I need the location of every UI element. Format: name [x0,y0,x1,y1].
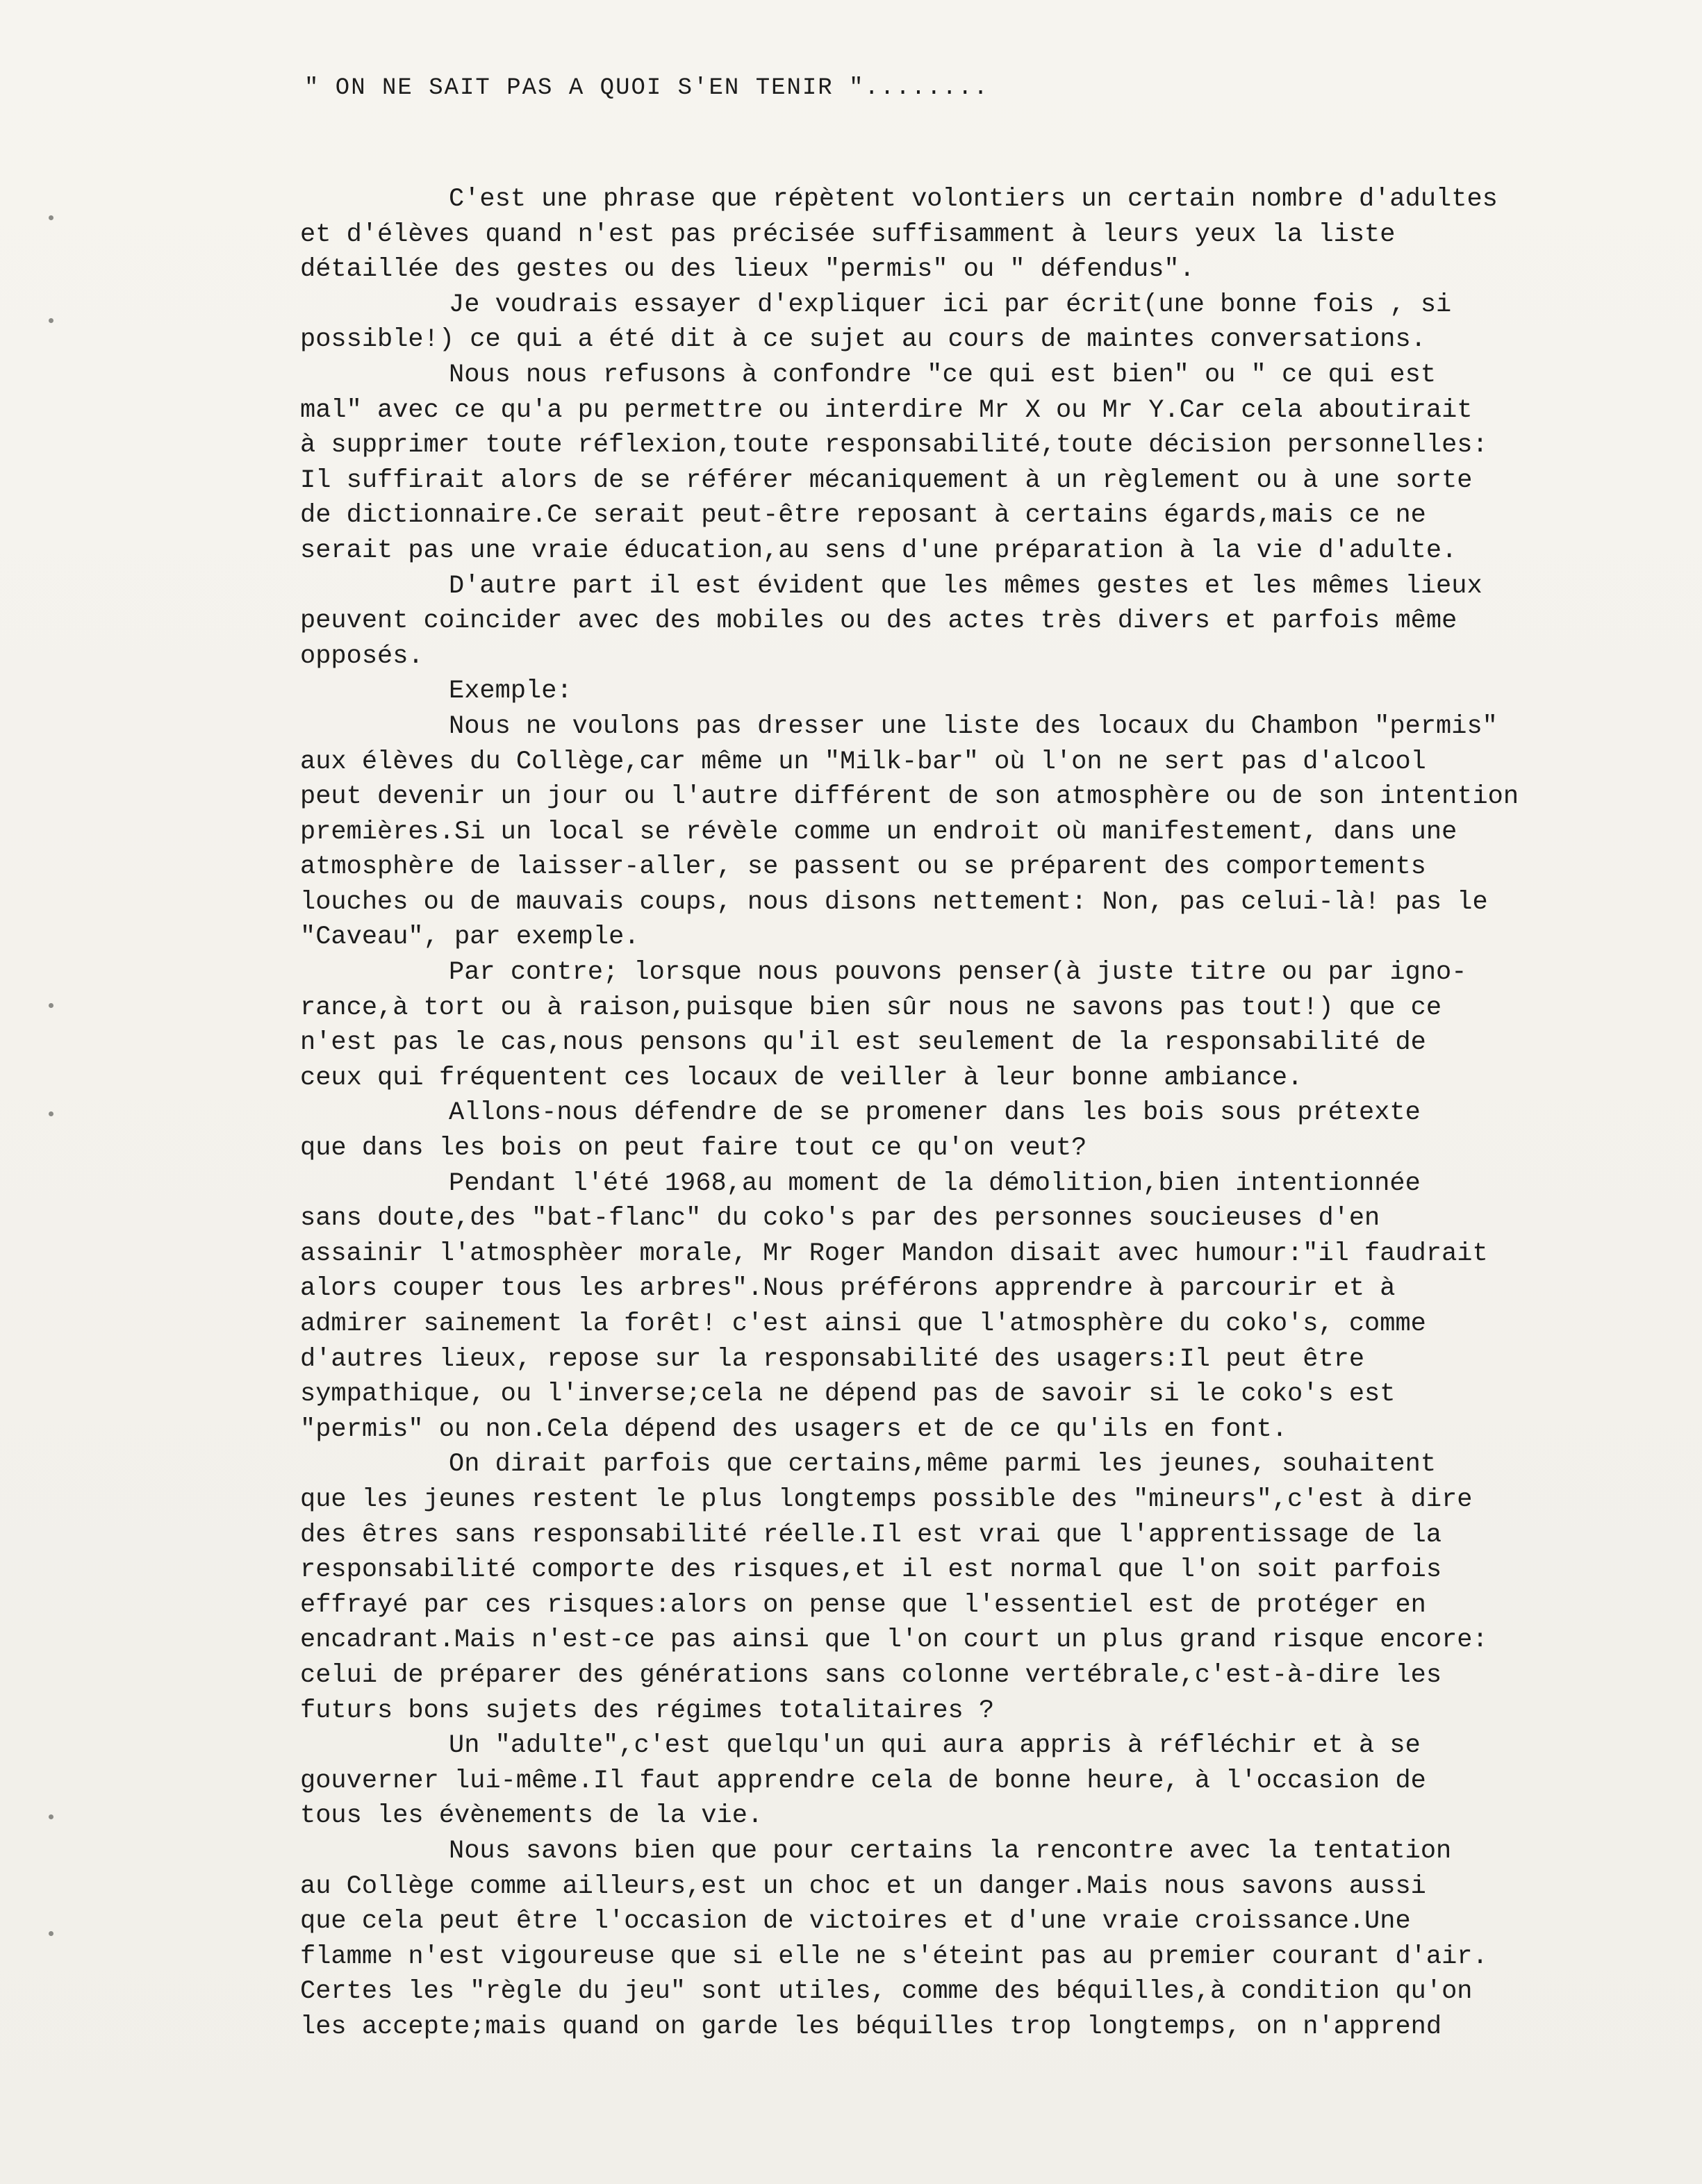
text-line: et d'élèves quand n'est pas précisée suffisamment à leurs yeux la liste [300,220,1396,249]
text-line: Exemple: [449,677,572,706]
text-line: Je voudrais essayer d'expliquer ici par écrit(une bonne fois , si [449,290,1452,320]
text-line: effrayé par ces risques:alors on pense que l'essentiel est de protéger en [300,1590,1426,1620]
text-line: celui de préparer des générations sans colonne vertébrale,c'est-à-dire les [300,1660,1442,1690]
text-line: assainir l'atmosphèer morale, Mr Roger Mandon disait avec humour:"il faudrait [300,1239,1488,1268]
text-line: Nous ne voulons pas dresser une liste des locaux du Chambon "permis" [449,711,1498,741]
text-line: futurs bons sujets des régimes totalitaires ? [300,1696,995,1726]
text-line: détaillée des gestes ou des lieux "permis" ou " défendus". [300,255,1195,285]
text-line: de dictionnaire.Ce serait peut-être reposant à certains égards,mais ce ne [300,501,1426,531]
text-line: premières.Si un local se révèle comme un endroit où manifestement, dans une [300,817,1457,847]
margin-mark [49,318,53,323]
text-line: rance,à tort ou à raison,puisque bien sûr nous ne savons pas tout!) que ce [300,993,1442,1023]
text-line: ceux qui fréquentent ces locaux de veiller à leur bonne ambiance. [300,1063,1303,1093]
text-line: admirer sainement la forêt! c'est ainsi que l'atmosphère du coko's, comme [300,1309,1426,1339]
text-line: encadrant.Mais n'est-ce pas ainsi que l'on court un plus grand risque encore: [300,1625,1488,1655]
margin-mark [49,1814,53,1819]
text-line: tous les évènements de la vie. [300,1801,763,1831]
text-line: Pendant l'été 1968,au moment de la démolition,bien intentionnée [449,1168,1421,1198]
text-line: responsabilité comporte des risques,et il est normal que l'on soit parfois [300,1555,1442,1585]
text-line: Il suffirait alors de se référer mécaniquement à un règlement ou à une sorte [300,465,1473,495]
text-line: possible!) ce qui a été dit à ce sujet au cours de maintes conversations. [300,325,1426,355]
text-line: "Caveau", par exemple. [300,923,640,952]
text-line: Allons-nous défendre de se promener dans les bois sous prétexte [449,1098,1421,1128]
text-line: des êtres sans responsabilité réelle.Il est vrai que l'apprentissage de la [300,1520,1442,1550]
text-line: "permis" ou non.Cela dépend des usagers et de ce qu'ils en font. [300,1414,1288,1444]
text-line: au Collège comme ailleurs,est un choc et un danger.Mais nous savons aussi [300,1871,1426,1901]
text-line: que dans les bois on peut faire tout ce qu'on veut? [300,1134,1087,1164]
text-line: peut devenir un jour ou l'autre différent de son atmosphère ou de son intention [300,782,1519,812]
text-line: aux élèves du Collège,car même un "Milk-bar" où l'on ne sert pas d'alcool [300,747,1426,777]
text-line: sans doute,des "bat-flanc" du coko's par des personnes soucieuses d'en [300,1204,1380,1234]
text-line: d'autres lieux, repose sur la responsabilité des usagers:Il peut être [300,1344,1365,1374]
margin-mark [49,1111,53,1116]
text-line: opposés. [300,641,424,671]
text-line: Par contre; lorsque nous pouvons penser(à juste titre ou par igno- [449,958,1467,988]
document-body [300,182,1620,2044]
text-line: On dirait parfois que certains,même parmi les jeunes, souhaitent [449,1450,1437,1480]
margin-mark [49,215,53,220]
text-line: que cela peut être l'occasion de victoires et d'une vraie croissance.Une [300,1907,1411,1937]
text-line: que les jeunes restent le plus longtemps possible des "mineurs",c'est à dire [300,1484,1473,1514]
document-title: " ON NE SAIT PAS A QUOI S'EN TENIR "........ [304,75,989,101]
text-line: alors couper tous les arbres".Nous préférons apprendre à parcourir et à [300,1274,1396,1304]
text-line: louches ou de mauvais coups, nous disons nettement: Non, pas celui-là! pas le [300,887,1488,917]
text-line: gouverner lui-même.Il faut apprendre cela de bonne heure, à l'occasion de [300,1766,1426,1796]
text-line: serait pas une vraie éducation,au sens d'une préparation à la vie d'adulte. [300,536,1457,565]
margin-mark [49,1003,53,1008]
text-line: les accepte;mais quand on garde les béquilles trop longtemps, on n'apprend [300,2012,1442,2042]
text-line: atmosphère de laisser-aller, se passent ou se préparent des comportements [300,852,1426,882]
text-line: Nous savons bien que pour certains la rencontre avec la tentation [449,1836,1452,1866]
text-line: n'est pas le cas,nous pensons qu'il est seulement de la responsabilité de [300,1028,1426,1058]
text-line: peuvent coincider avec des mobiles ou des actes très divers et parfois même [300,606,1457,636]
text-line: flamme n'est vigoureuse que si elle ne s'éteint pas au premier courant d'air. [300,1942,1488,1971]
text-line: sympathique, ou l'inverse;cela ne dépend pas de savoir si le coko's est [300,1380,1396,1409]
text-line: Un "adulte",c'est quelqu'un qui aura appris à réfléchir et à se [449,1731,1421,1761]
text-line: à supprimer toute réflexion,toute responsabilité,toute décision personnelles: [300,431,1488,461]
text-line: D'autre part il est évident que les mêmes gestes et les mêmes lieux [449,571,1482,601]
text-line: C'est une phrase que répètent volontiers un certain nombre d'adultes [449,185,1498,214]
margin-mark [49,1931,53,1936]
text-line: Nous nous refusons à confondre "ce qui est bien" ou " ce qui est [449,360,1437,390]
text-line: mal" avec ce qu'a pu permettre ou interdire Mr X ou Mr Y.Car cela aboutirait [300,395,1473,425]
text-line: Certes les "règle du jeu" sont utiles, comme des béquilles,à condition qu'on [300,1977,1473,2007]
